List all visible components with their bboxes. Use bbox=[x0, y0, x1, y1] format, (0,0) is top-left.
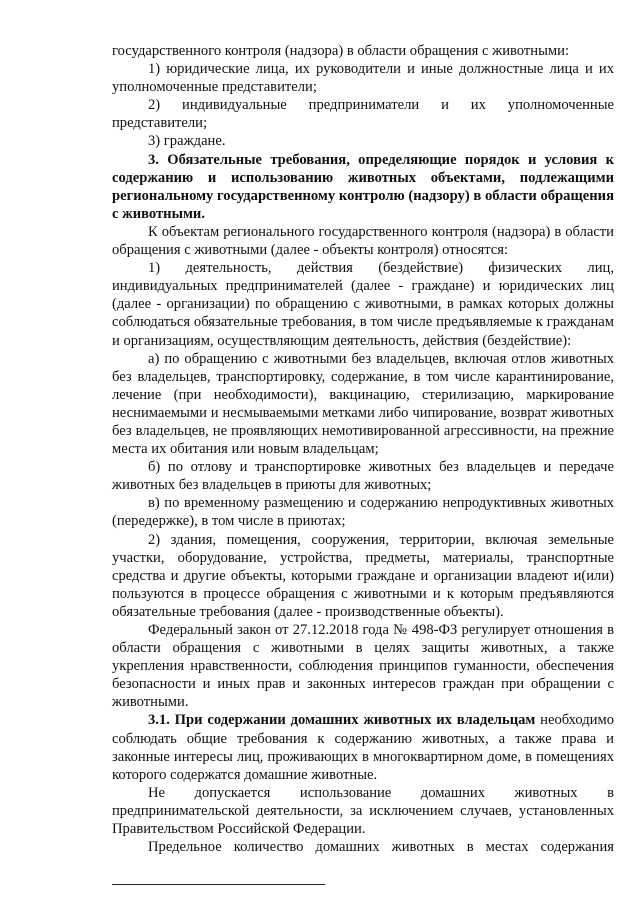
section-3-1-text: необходимо соблюдать общие требования к содержанию животных, а также права и законные интересы лиц, проживающих в многоквартирном доме, в помещениях которого содержатся домашние животные. bbox=[112, 712, 614, 783]
paragraph-section-3-1 bbox=[112, 711, 614, 783]
document-page bbox=[112, 42, 614, 856]
section-heading-3: 3. Обязательные требования, определяющие порядок и условия к содержанию и использованию животных объектами, подлежащими региональному государственному контролю (надзору) в области обращения с животными. bbox=[112, 151, 614, 222]
list-item-citizens: 3) граждане. bbox=[148, 133, 226, 150]
paragraph-supervision-intro: государственного контроля (надзора) в области обращения с животными: bbox=[112, 43, 570, 59]
section-3-1-bold-lead: 3.1. При содержании домашних животных их владельцам bbox=[148, 712, 536, 729]
paragraph-federal-law: Федеральный закон от 27.12.2018 года № 498-ФЗ регулирует отношения в области обращения с животными в целях защиты животных, а также укрепления нравственности, соблюдения принципов гуманности, обеспечения безопасности и иных прав и законных интересов граждан при обращении с животными. bbox=[112, 622, 614, 711]
list-item-capture-transport: б) по отлову и транспортировке животных без владельцев и передаче животных без владельцев в приюты для животных; bbox=[112, 459, 614, 494]
paragraph-max-animals-cut: Предельное количество домашних животных в местах содержания bbox=[148, 839, 614, 856]
list-item-ownerless-animals: а) по обращению с животными без владельцев, включая отлов животных без владельцев, транспортировку, содержание, в том числе карантинирование, лечение (при необходимости), вакцинацию, стерилизацию, маркирование неснимаемыми и несмываемыми метками либо чипирование, возврат животных без владельцев, не проявляющих немотивированной агрессивности, на прежние места их обитания или новым владельцам; bbox=[112, 350, 614, 458]
paragraph-business-use-ban: Не допускается использование домашних животных в предпринимательской деятельности, за исключением случаев, установленных Правительством Российской Федерации. bbox=[112, 784, 614, 838]
list-item-temporary-placement: в) по временному размещению и содержанию непродуктивных животных (передержке), в том числе в приютах; bbox=[112, 495, 614, 530]
list-item-legal-entities: 1) юридические лица, их руководители и иные должностные лица и их уполномоченные представители; bbox=[112, 61, 614, 96]
list-item-production-objects: 2) здания, помещения, сооружения, территории, включая земельные участки, оборудование, устройства, предметы, материалы, транспортные средства и другие объекты, которыми граждане и организации владеют и(или) пользуются в процессе обращения с животными и к которым предъявляются обязательные требования (далее - производственные объекты). bbox=[112, 531, 614, 620]
paragraph-control-objects: К объектам регионального государственного контроля (надзора) в области обращения с животными (далее - объекты контроля) относятся: bbox=[112, 223, 614, 259]
list-item-activities: 1) деятельность, действия (бездействие) физических лиц, индивидуальных предпринимателей (далее - граждане) и юридических лиц (далее - организации) по обращению с животными, в рамках которых должны соблюдаться обязательные требования, в том числе предъявляемые к гражданам и организациям, осуществляющим деятельность, действия (бездействие): bbox=[112, 260, 614, 349]
footnote-separator bbox=[112, 884, 325, 885]
list-item-individual-entrepreneurs: 2) индивидуальные предприниматели и их уполномоченные представители; bbox=[112, 97, 614, 132]
